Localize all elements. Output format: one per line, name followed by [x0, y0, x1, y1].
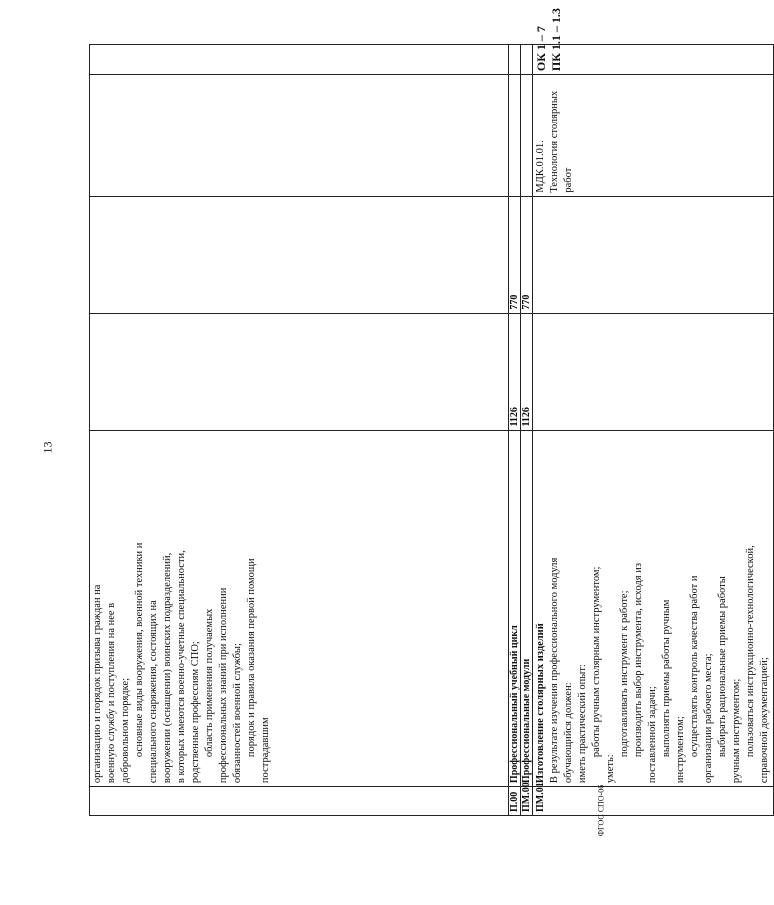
content-lines — [91, 434, 273, 784]
text-line: специального снаряжения, состоящих на — [148, 600, 159, 784]
text-line: В результате изучения профессионального модуля — [549, 557, 560, 784]
text-line: обучающийся должен: — [563, 682, 574, 784]
section-title: Профессиональный учебный цикл — [509, 430, 521, 787]
table-row — [509, 45, 521, 816]
mdk-cell — [90, 75, 509, 197]
table-row — [521, 45, 533, 816]
rotated-table-wrapper — [89, 8, 770, 816]
code-cell: ПМ.00 — [521, 787, 533, 816]
mdk-name: Технология столярных работ — [549, 90, 574, 193]
section-title: Профессиональные модули — [521, 430, 533, 787]
competency-cell — [533, 8, 774, 75]
code-cell: П.00 — [509, 787, 521, 816]
max-hours-cell — [533, 313, 774, 430]
max-hours-value: 1126 — [509, 313, 521, 430]
module-title: Изготовление столярных изделий — [535, 623, 546, 784]
text-line: уметь: — [605, 754, 616, 784]
text-line: работы ручным столярным инструментом; — [591, 566, 602, 758]
table-row — [533, 45, 774, 816]
text-line: область применения получаемых — [204, 608, 215, 758]
table-row — [90, 45, 509, 816]
text-line: подготавливать инструмент к работе; — [619, 590, 630, 758]
text-line: военную службу и поступления на нее в — [106, 602, 117, 784]
req-hours-value: 770 — [521, 196, 533, 313]
text-line: пострадавшим — [260, 717, 271, 784]
text-line: добровольном порядке; — [120, 677, 131, 784]
text-line: организации рабочего места; — [703, 653, 714, 784]
code-cell — [90, 787, 509, 816]
max-hours-cell — [90, 313, 509, 430]
competency-cell — [521, 45, 533, 75]
content-cell — [533, 430, 774, 787]
req-hours-cell — [90, 196, 509, 313]
mdk-cell — [521, 75, 533, 197]
text-line: родственные профессиям СПО; — [190, 641, 201, 784]
text-line: выбирать рациональные приемы работы — [717, 576, 728, 758]
text-line: осуществлять контроль качества работ и — [689, 575, 700, 758]
text-line: основные виды вооружения, военной техники и — [134, 542, 145, 758]
mdk-cell — [533, 75, 774, 197]
text-line: ручным инструментом; — [731, 678, 742, 784]
mdk-cell — [509, 75, 521, 197]
competency-pk: ПК 1.1 – 1.3 — [549, 8, 563, 72]
req-hours-cell — [533, 196, 774, 313]
text-line: порядок и правила оказания первой помощи — [246, 558, 257, 758]
text-line: профессиональных знаний при исполнении — [218, 587, 229, 784]
competency-ok: ОК 1 – 7 — [534, 26, 548, 72]
text-line: вооружении (оснащении) воинских подразделений, — [162, 552, 173, 784]
content-cell — [90, 430, 509, 787]
req-hours-value: 770 — [509, 196, 521, 313]
text-line: пользоваться инструкционно-технологической, — [745, 545, 756, 758]
curriculum-table — [89, 8, 774, 816]
text-line: поставленной задачи; — [647, 686, 658, 784]
max-hours-value: 1126 — [521, 313, 533, 430]
mdk-code: МДК.01.01. — [535, 140, 546, 193]
footer-label: ФГОС СПО-06 — [596, 784, 606, 837]
page-number: 13 — [40, 441, 55, 454]
content-lines — [548, 434, 772, 784]
text-line: производить выбор инструмента, исходя из — [633, 563, 644, 758]
code-cell: ПМ.01 — [533, 787, 774, 816]
text-line: организацию и порядок призыва граждан на — [92, 584, 103, 784]
competency-cell — [90, 45, 509, 75]
text-line: инструментом; — [675, 716, 686, 784]
text-line: в которых имеются военно-учетные специальности, — [176, 550, 187, 784]
competency-cell — [509, 45, 521, 75]
text-line: справочной документацией; — [759, 657, 770, 784]
text-line: выполнять приемы работы ручным — [661, 599, 672, 758]
text-line: иметь практический опыт: — [577, 664, 588, 784]
text-line: обязанностей военной службы; — [232, 643, 243, 784]
